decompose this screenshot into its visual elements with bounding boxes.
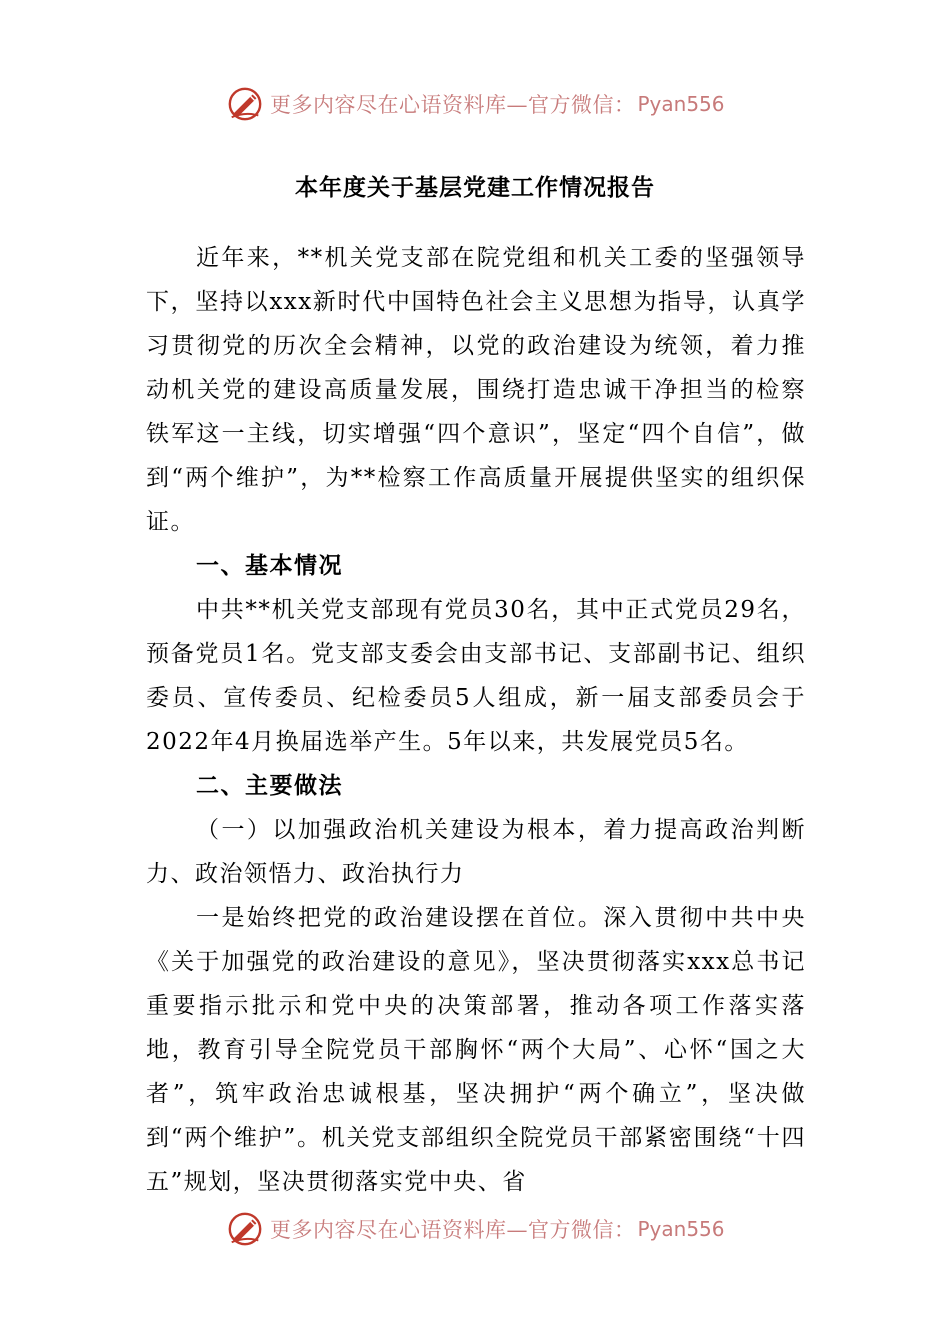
section-1-heading: 一、基本情况 — [196, 552, 343, 579]
watermark-banner-bottom — [226, 1209, 725, 1249]
section-1-body: 中共**机关党支部现有党员30名，其中正式党员29名，预备党员1名。党支部支委会由支部书记、支部副书记、组织委员、宣传委员、纪检委员5人组成，新一届支部委员会于2022年4月换届选举产生。5年以来，共发展党员5名。 — [146, 597, 806, 755]
watermark-wechat-id: Pyan556 — [637, 92, 725, 116]
pen-logo-icon — [226, 85, 264, 123]
watermark-wechat-id: Pyan556 — [637, 1217, 725, 1241]
watermark-text: 更多内容尽在心语资料库—官方微信： — [270, 1218, 636, 1242]
watermark-banner-top — [226, 84, 725, 124]
subsection-1-body: 一是始终把党的政治建设摆在首位。深入贯彻中共中央《关于加强党的政治建设的意见》，坚决贯彻落实xxx总书记重要指示批示和党中央的决策部署，推动各项工作落实落地，教育引导全院党员干部胸怀“两个大局”、心怀“国之大者”，筑牢政治忠诚根基，坚决拥护“两个确立”，坚决做到“两个维护”。机关党支部组织全院党员干部紧密围绕“十四五”规划，坚决贯彻落实党中央、省 — [146, 905, 806, 1195]
subsection-1-heading: （一）以加强政治机关建设为根本，着力提高政治判断力、政治领悟力、政治执行力 — [146, 817, 806, 887]
intro-paragraph: 近年来，**机关党支部在院党组和机关工委的坚强领导下，坚持以xxx新时代中国特色社会主义思想为指导，认真学习贯彻党的历次全会精神，以党的政治建设为统领，着力推动机关党的建设高质量发展，围绕打造忠诚干净担当的检察铁军这一主线，切实增强“四个意识”，坚定“四个自信”，做到“两个维护”，为**检察工作高质量开展提供坚实的组织保证。 — [146, 245, 806, 535]
watermark-text: 更多内容尽在心语资料库—官方微信： — [270, 93, 636, 117]
section-2-heading: 二、主要做法 — [196, 772, 343, 799]
document-title: 本年度关于基层党建工作情况报告 — [295, 174, 655, 201]
pen-logo-icon — [226, 1210, 264, 1248]
